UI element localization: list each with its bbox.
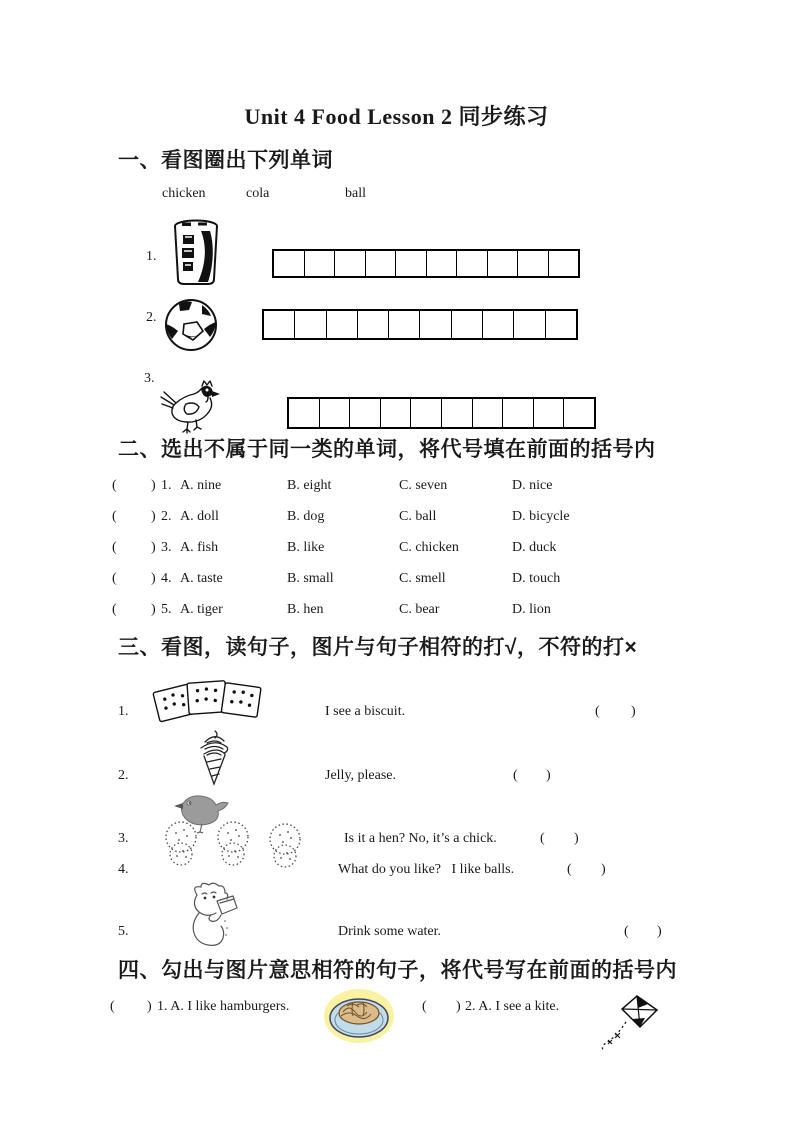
answer-bracket-close: )	[151, 602, 156, 617]
answer-cell[interactable]	[366, 251, 397, 276]
answer-cell[interactable]	[518, 251, 549, 276]
option-d: D. bicycle	[512, 509, 570, 524]
answer-bracket-close: )	[151, 478, 156, 493]
answer-bracket-open: (	[567, 862, 572, 877]
option-d: D. nice	[512, 478, 553, 493]
answer-bracket-open: (	[624, 924, 629, 939]
sentence: Jelly, please.	[325, 768, 397, 783]
answer-cell[interactable]	[335, 251, 366, 276]
answer-grid-3	[287, 397, 596, 429]
section4-heading: 四、勾出与图片意思相符的句子，将代号写在前面的括号内	[118, 959, 677, 982]
s2-row-2	[0, 509, 793, 529]
option-c: C. bear	[399, 602, 440, 617]
answer-cell[interactable]	[320, 399, 351, 427]
word-cola: cola	[246, 186, 270, 201]
s3-item-1	[0, 704, 793, 724]
s2-row-4	[0, 571, 793, 591]
answer-bracket-open: (	[112, 478, 117, 493]
answer-bracket-close: )	[546, 768, 551, 783]
answer-bracket-close: )	[147, 999, 152, 1014]
section1-heading: 一、看图圈出下列单词	[118, 149, 333, 172]
option-a: A. taste	[180, 571, 223, 586]
s2-row-5	[0, 602, 793, 622]
answer-cell[interactable]	[305, 251, 336, 276]
option-c: C. ball	[399, 509, 437, 524]
answer-cell[interactable]	[289, 399, 320, 427]
answer-bracket-open: (	[595, 704, 600, 719]
row-number: 5.	[161, 602, 172, 617]
sentence: What do you like? I like balls.	[338, 862, 515, 877]
page-title: Unit 4 Food Lesson 2 同步练习	[244, 104, 549, 129]
item-number: 2.	[118, 768, 129, 783]
answer-cell[interactable]	[264, 311, 295, 338]
answer-cell[interactable]	[503, 399, 534, 427]
answer-cell[interactable]	[546, 311, 576, 338]
section2-heading: 二、选出不属于同一类的单词，将代号填在前面的括号内	[118, 438, 656, 461]
section3-heading: 三、看图，读句子，图片与句子相符的打√，不符的打×	[118, 636, 638, 659]
answer-cell[interactable]	[358, 311, 389, 338]
sentence: I see a biscuit.	[325, 704, 406, 719]
kite-icon	[599, 993, 671, 1059]
option-b: B. eight	[287, 478, 332, 493]
answer-cell[interactable]	[295, 311, 326, 338]
answer-cell[interactable]	[514, 311, 545, 338]
option-d: D. duck	[512, 540, 557, 555]
option-a: A. nine	[180, 478, 222, 493]
option-a: A. fish	[180, 540, 219, 555]
item1-number: 1.	[146, 249, 157, 264]
hen-icon	[158, 378, 222, 434]
answer-bracket-close: )	[151, 571, 156, 586]
answer-cell[interactable]	[534, 399, 565, 427]
answer-cell[interactable]	[452, 311, 483, 338]
answer-cell[interactable]	[327, 311, 358, 338]
answer-bracket-close: )	[657, 924, 662, 939]
option-b: B. dog	[287, 509, 325, 524]
answer-grid-2	[262, 309, 578, 340]
option-d: D. touch	[512, 571, 561, 586]
answer-cell[interactable]	[389, 311, 420, 338]
answer-bracket-close: )	[151, 509, 156, 524]
answer-bracket-close: )	[631, 704, 636, 719]
answer-cell[interactable]	[396, 251, 427, 276]
option-a: A. doll	[180, 509, 219, 524]
row-number: 2.	[161, 509, 172, 524]
answer-cell[interactable]	[488, 251, 519, 276]
answer-cell[interactable]	[549, 251, 579, 276]
row-number: 1.	[161, 478, 172, 493]
answer-cell[interactable]	[564, 399, 594, 427]
s3-item-2	[0, 768, 793, 788]
answer-cell[interactable]	[442, 399, 473, 427]
answer-grid-1	[272, 249, 580, 278]
answer-bracket-open: (	[112, 509, 117, 524]
item3-number: 3.	[144, 371, 155, 386]
answer-cell[interactable]	[473, 399, 504, 427]
answer-bracket-open: (	[112, 571, 117, 586]
answer-cell[interactable]	[483, 311, 514, 338]
item-number: 4.	[118, 862, 129, 877]
s3-item-3	[0, 831, 793, 851]
option-b: B. hen	[287, 602, 324, 617]
answer-bracket-close: )	[456, 999, 461, 1014]
answer-cell[interactable]	[457, 251, 488, 276]
row-number: 4.	[161, 571, 172, 586]
item2-number: 2.	[146, 310, 157, 325]
answer-bracket-close: )	[574, 831, 579, 846]
sentence: Is it a hen? No, it’s a chick.	[344, 831, 497, 846]
answer-cell[interactable]	[411, 399, 442, 427]
answer-bracket-open: (	[112, 540, 117, 555]
answer-bracket-close: )	[151, 540, 156, 555]
answer-bracket-open: (	[422, 999, 427, 1014]
cola-can-icon	[170, 218, 222, 286]
answer-bracket-close: )	[601, 862, 606, 877]
answer-cell[interactable]	[427, 251, 458, 276]
item-number: 5.	[118, 924, 129, 939]
item-number: 1.	[118, 704, 129, 719]
s4-option-2: 2. A. I see a kite.	[465, 999, 560, 1014]
item-number: 3.	[118, 831, 129, 846]
option-c: C. seven	[399, 478, 448, 493]
option-b: B. small	[287, 571, 334, 586]
option-d: D. lion	[512, 602, 551, 617]
sentence: Drink some water.	[338, 924, 442, 939]
s3-item-5	[0, 924, 793, 944]
answer-cell[interactable]	[381, 399, 412, 427]
word-ball: ball	[345, 186, 366, 201]
noodles-plate-icon	[322, 986, 396, 1048]
answer-bracket-open: (	[112, 602, 117, 617]
answer-cell[interactable]	[274, 251, 305, 276]
answer-bracket-open: (	[513, 768, 518, 783]
row-number: 3.	[161, 540, 172, 555]
s4-option-1: 1. A. I like hamburgers.	[157, 999, 290, 1014]
s4-row	[0, 999, 793, 1021]
s2-row-1	[0, 478, 793, 498]
s3-item-4	[0, 862, 793, 882]
option-c: C. smell	[399, 571, 446, 586]
option-b: B. like	[287, 540, 325, 555]
word-chicken: chicken	[162, 186, 206, 201]
answer-bracket-open: (	[540, 831, 545, 846]
answer-bracket-open: (	[110, 999, 115, 1014]
soccer-ball-icon	[164, 297, 218, 353]
option-c: C. chicken	[399, 540, 459, 555]
s2-row-3	[0, 540, 793, 560]
answer-cell[interactable]	[350, 399, 381, 427]
option-a: A. tiger	[180, 602, 223, 617]
answer-cell[interactable]	[420, 311, 451, 338]
